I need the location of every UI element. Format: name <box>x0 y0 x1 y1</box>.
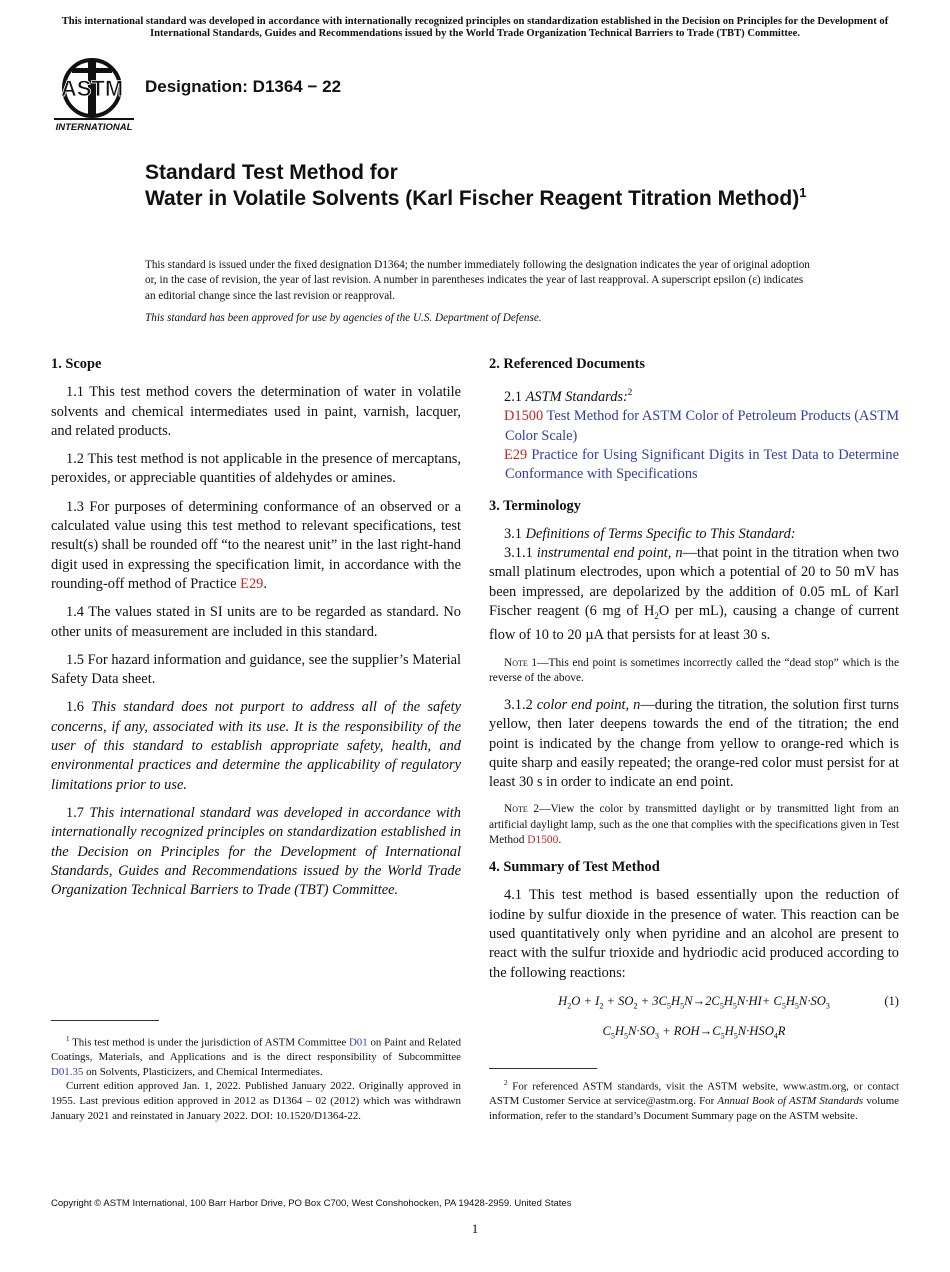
scope-1-7: 1.7 This international standard was developed in accordance with internationally recognized principles on standardization established in the Decision on Principles for the Development of International Standards, Guides and Recommendations issued by the World Trade Organization Technical Barriers to Trade (TBT) Committee. <box>51 804 461 899</box>
terminology-3-1-2: 3.1.2 color end point, n—during the titration, the solution first turns yellow, then later deepens towards the end of the titration; the end point is indicated by the change from yellow to orange-red which is quite sharp and easily repeated; the orange-red color must persist for at least 30 s in order to indicate an end point. <box>489 696 899 791</box>
title-line-2: Water in Volatile Solvents (Karl Fischer Reagent Titration Method)$^1$ <box>145 185 807 210</box>
standard-notice: This standard is issued under the fixed designation D1364; the number immediately following the designation indicates the year of original adoption or, in the case of revision, the year of last revision. A number in parentheses indicates the year of last reapproval. A superscript epsilon (ε) indicates an editorial change since the last revision or reapproval. <box>145 259 810 302</box>
svg-text:ASTM: ASTM <box>60 76 124 101</box>
e29-ref-link[interactable]: E29 <box>504 446 528 463</box>
terminology-3-1: 3.1 Definitions of Terms Specific to This Standard: <box>504 525 796 542</box>
note-1: Note 1—This end point is sometimes incorrectly called the “dead stop” which is the reverse of the above. <box>489 656 900 684</box>
designation: Designation: D1364 − 22 <box>145 77 342 96</box>
d01-link[interactable]: D01 <box>348 1036 368 1049</box>
document-title <box>145 160 865 212</box>
footnote-2: $^2$ For referenced ASTM standards, visit the ASTM website, www.astm.org, or contact ASTM Customer Service at service@astm.org. For Annual Book of ASTM Standards volume information, refer to the standard’s Document Summary page on the ASTM website. <box>489 1079 899 1122</box>
footnote-1: $^1$ This test method is under the jurisdiction of ASTM Committee D01 on Paint and Related Coatings, Materials, and Applications and is the direct responsibility of Subcommittee D01.35 on Solvents, Plasticizers, and Chemical Intermediates. Current edition approved Jan. 1, 2022. Published January 2022. Originally approved in 1955. Last previous edition approved in 2012 as D1364 – 02 (2012) which was withdrawn January 2021 and reinstated in January 2022. DOI: 10.1520/D1364-22. <box>51 1035 462 1122</box>
e29-link[interactable]: E29 <box>240 575 264 592</box>
summary-heading: 4. Summary of Test Method <box>489 859 660 876</box>
d01-35-link[interactable]: D01.35 <box>51 1065 84 1078</box>
equation-1-number: (1) <box>884 993 899 1008</box>
top-notice: This international standard was developed in accordance with internationally recognized principles on standardization established in the Decision on Principles for the Development of International Standards, Guides and Recommendations issued by the World Trade Organization Technical Barriers to Trade (TBT) Committee. <box>61 16 889 40</box>
scope-heading: 1. Scope <box>51 356 102 372</box>
footnote-rule-right <box>489 1068 597 1069</box>
scope-1-4: 1.4 The values stated in SI units are to be regarded as standard. No other units of measurement are included in this standard. <box>51 604 461 640</box>
scope-1-6: 1.6 This standard does not purport to address all of the safety concerns, if any, associated with its use. It is the responsibility of the user of this standard to establish appropriate safety, health, and environmental practices and determine the applicability of regulatory limitations prior to use. <box>51 699 461 793</box>
d1500-note-link[interactable]: D1500 <box>527 833 559 846</box>
d1500-ref-link[interactable]: D1500 <box>504 408 544 425</box>
note-2: Note 2—View the color by transmitted daylight or by transmitted light from an artificial daylight lamp, such as the one that complies with the specifications given in Test Method D1500. <box>489 803 899 846</box>
title-footnote-marker: 1 <box>799 185 807 200</box>
svg-text:INTERNATIONAL: INTERNATIONAL <box>55 122 133 133</box>
footnote-rule-left <box>51 1020 159 1021</box>
scope-1-1: 1.1 This test method covers the determination of water in volatile solvents and chemical intermediates used in paint, varnish, lacquer, and related products. <box>51 384 461 439</box>
equation-2: $C_5H_5N\cdot SO_3 + ROH\to C_5H_5N\cdot HSO_4R$ <box>602 1023 786 1041</box>
summary-4-1: 4.1 This test method is based essentially upon the reduction of iodine by sulfur dioxide in the presence of water. This reaction can be used quantitatively only when pyridine and an alcohol are present to react with the sulfur trioxide and hydriodic acid produced according to the following reactions: <box>489 887 899 981</box>
title-line-1: Standard Test Method for <box>145 161 398 184</box>
terminology-3-1-1: 3.1.1 instrumental end point, n—that point in the titration when two small platinum electrodes, upon which a potential of 20 to 50 mV has been impressed, are depolarized by the addition of 0.05 mL of Karl Fischer reagent (6 mg of $H_2O$ per mL), causing a change of current flow of 10 to 20 µA that persists for at least 30 s. <box>489 545 899 644</box>
scope-1-5: 1.5 For hazard information and guidance, see the supplier’s Material Safety Data sheet. <box>51 651 461 688</box>
copyright-footer: Copyright © ASTM International, 100 Barr Harbor Drive, PO Box C700, West Conshohocken, PA 19428-2959. United States <box>51 1198 572 1209</box>
dod-notice: This standard has been approved for use by agencies of the U.S. Department of Defense. <box>145 312 542 324</box>
scope-1-3: 1.3 For purposes of determining conformance of an observed or a calculated value using this test method to relevant specifications, test result(s) shall be rounded off “to the nearest unit” in the last right-hand digit used in expressing the specification limit, in accordance with the rounding-off method of Practice E29. <box>51 498 461 592</box>
scope-1-2: 1.2 This test method is not applicable in the presence of mercaptans, peroxides, or appreciable quantities of aldehydes or amines. <box>51 451 461 487</box>
terminology-heading: 3. Terminology <box>489 497 581 514</box>
page-number: 1 <box>471 1221 479 1236</box>
astm-logo <box>52 56 136 134</box>
left-column <box>51 355 461 909</box>
referenced-documents-heading: 2. Referenced Documents <box>489 356 645 372</box>
reference-e29: E29 Practice for Using Significant Digits in Test Data to Determine Conformance with Specifications <box>504 446 899 483</box>
astm-standards-subheading: 2.1 ASTM Standards:$^2$ <box>504 387 633 406</box>
right-column <box>489 355 899 1046</box>
equation-1: $H_2O + I_2 + SO_2 + 3C_5H_5N\to 2C_5H_5N\cdot HI+ C_5H_5N\cdot SO_3$ (1) <box>558 993 899 1011</box>
reference-d1500: D1500 Test Method for ASTM Color of Petroleum Products (ASTM Color Scale) <box>504 408 899 444</box>
